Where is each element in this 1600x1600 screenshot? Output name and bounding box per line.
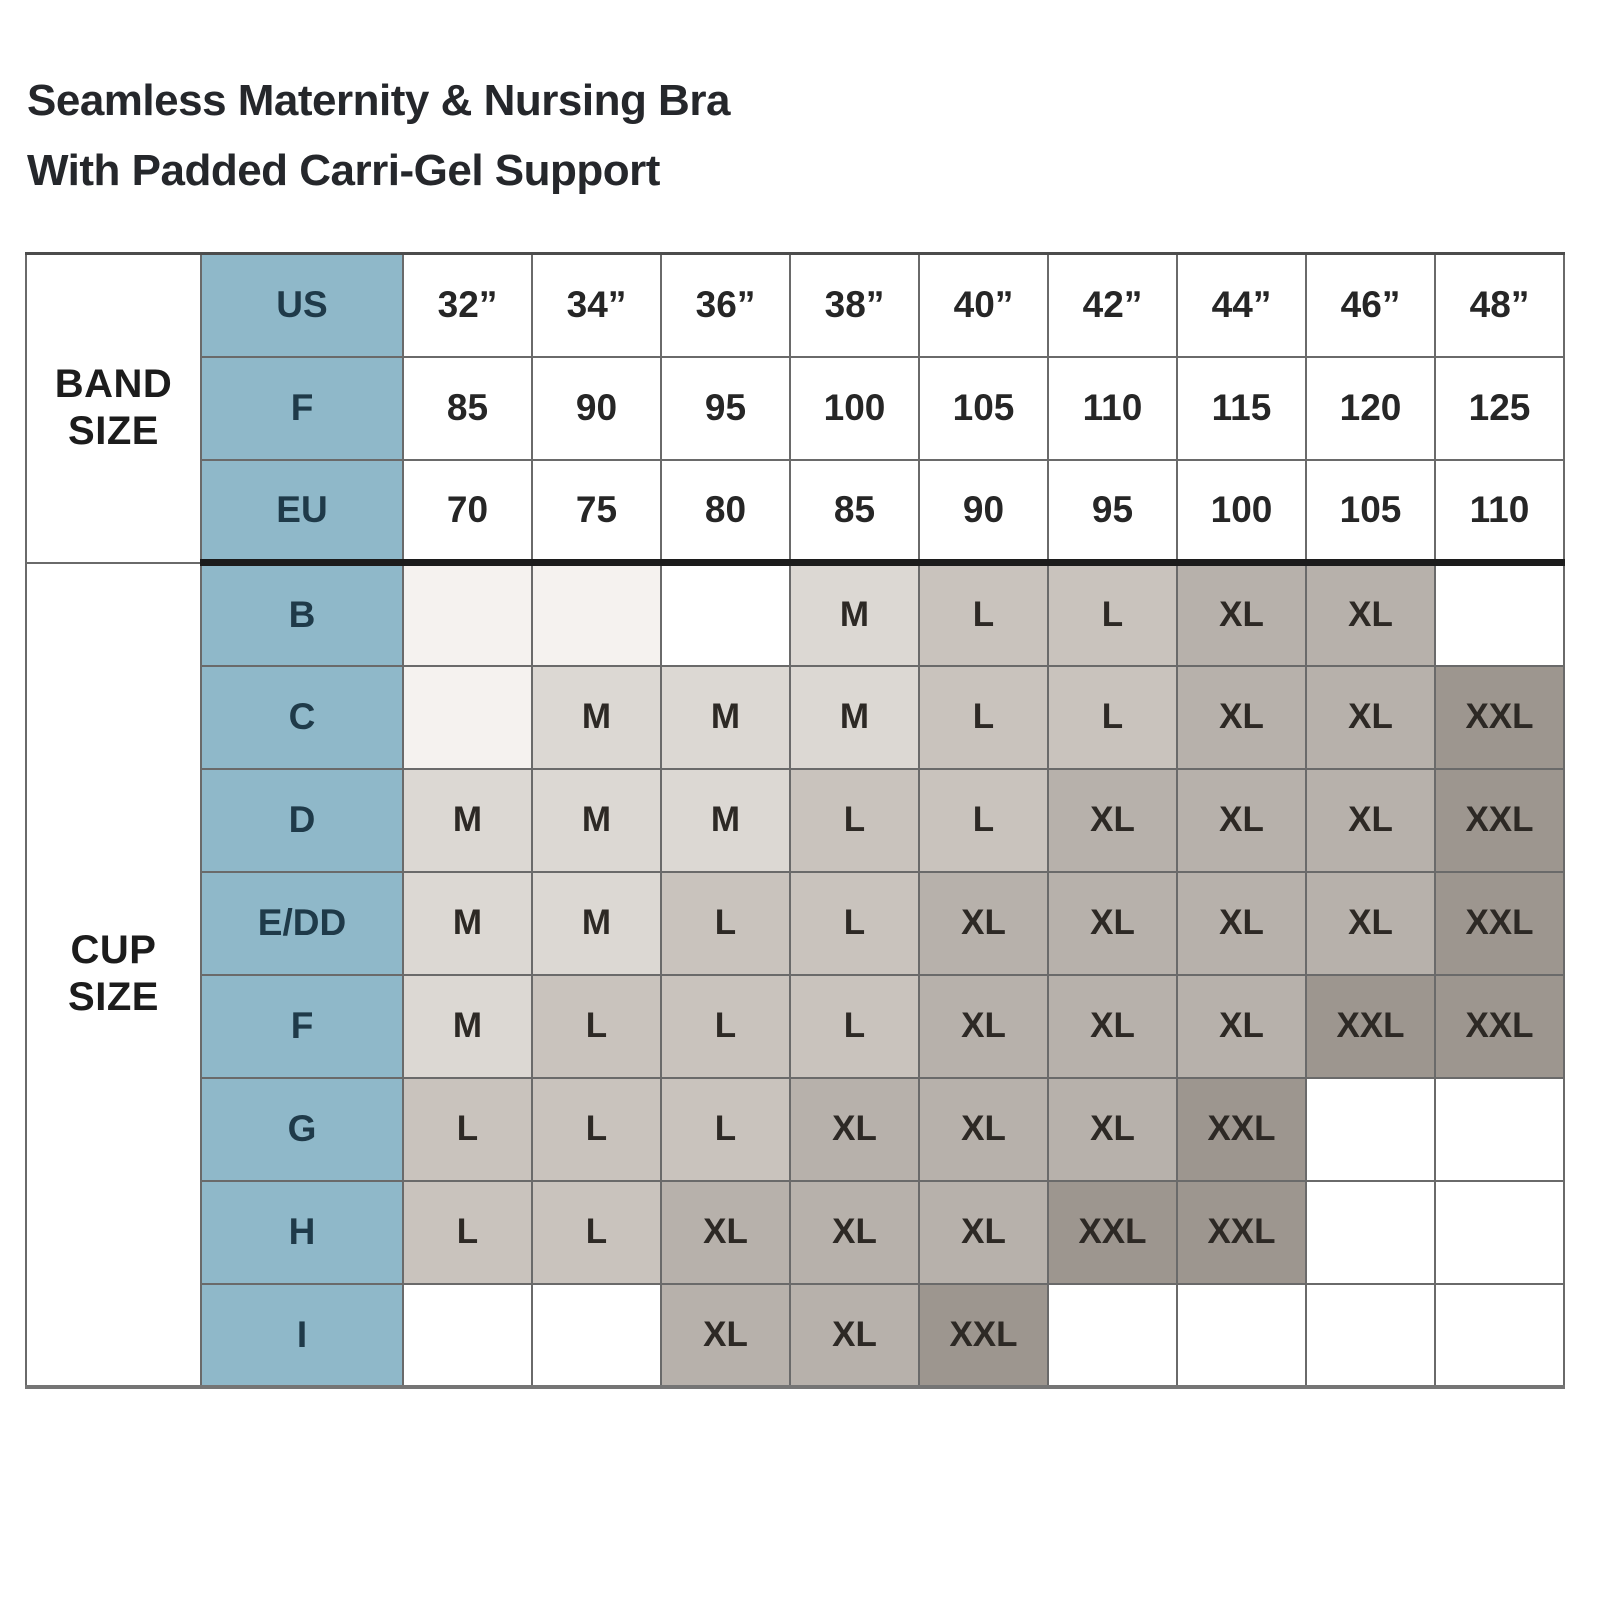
band-value-cell: 75	[532, 460, 661, 563]
size-cell: L	[661, 1078, 790, 1181]
size-chart-table	[25, 252, 1565, 1389]
size-cell: L	[790, 769, 919, 872]
band-value-cell: 48”	[1435, 254, 1564, 357]
empty-cell	[1435, 1078, 1564, 1181]
empty-cell	[403, 1284, 532, 1387]
cup-row-e-dd	[26, 872, 1564, 975]
size-cell: L	[919, 769, 1048, 872]
empty-cell	[403, 666, 532, 769]
band-value-cell: 42”	[1048, 254, 1177, 357]
size-cell: XL	[1306, 769, 1435, 872]
size-cell: XL	[790, 1078, 919, 1181]
row-header-d: D	[201, 769, 403, 872]
size-cell: XXL	[1435, 975, 1564, 1078]
size-cell: L	[790, 975, 919, 1078]
cup-row-g	[26, 1078, 1564, 1181]
size-cell: XL	[1177, 563, 1306, 666]
size-cell: XL	[790, 1181, 919, 1284]
size-cell: L	[403, 1181, 532, 1284]
size-cell: XL	[1177, 769, 1306, 872]
size-cell: M	[532, 666, 661, 769]
size-cell: XXL	[919, 1284, 1048, 1387]
band-value-cell: 95	[661, 357, 790, 460]
size-cell: L	[1048, 666, 1177, 769]
row-header-f: F	[201, 975, 403, 1078]
band-value-cell: 90	[919, 460, 1048, 563]
row-header-us: US	[201, 254, 403, 357]
size-cell: XL	[1306, 563, 1435, 666]
size-cell: L	[532, 975, 661, 1078]
size-cell: M	[790, 666, 919, 769]
size-cell: XL	[661, 1284, 790, 1387]
cup-row-b	[26, 563, 1564, 666]
empty-cell	[532, 1284, 661, 1387]
size-cell: M	[790, 563, 919, 666]
size-cell: XXL	[1435, 666, 1564, 769]
size-cell: L	[1048, 563, 1177, 666]
size-cell: XL	[1177, 872, 1306, 975]
size-cell: XL	[1306, 666, 1435, 769]
size-cell: L	[661, 975, 790, 1078]
cup-row-h	[26, 1181, 1564, 1284]
size-cell: M	[532, 769, 661, 872]
band-value-cell: 110	[1435, 460, 1564, 563]
size-cell: XL	[1048, 975, 1177, 1078]
row-header-eu: EU	[201, 460, 403, 563]
band-value-cell: 85	[790, 460, 919, 563]
empty-cell	[1306, 1284, 1435, 1387]
band-value-cell: 85	[403, 357, 532, 460]
size-cell: M	[403, 769, 532, 872]
cup-size-section-label: CUP SIZE	[26, 563, 201, 1387]
size-cell: XL	[1048, 872, 1177, 975]
empty-cell	[661, 563, 790, 666]
empty-cell	[403, 563, 532, 666]
row-header-e-dd: E/DD	[201, 872, 403, 975]
size-cell: XXL	[1435, 872, 1564, 975]
band-value-cell: 90	[532, 357, 661, 460]
product-title	[27, 66, 730, 205]
size-cell: XL	[1177, 975, 1306, 1078]
empty-cell	[1306, 1078, 1435, 1181]
row-header-f: F	[201, 357, 403, 460]
size-cell: XXL	[1048, 1181, 1177, 1284]
band-value-cell: 36”	[661, 254, 790, 357]
size-cell: L	[532, 1078, 661, 1181]
row-header-i: I	[201, 1284, 403, 1387]
band-value-cell: 105	[1306, 460, 1435, 563]
size-cell: XL	[919, 1078, 1048, 1181]
band-value-cell: 34”	[532, 254, 661, 357]
band-value-cell: 32”	[403, 254, 532, 357]
band-value-cell: 110	[1048, 357, 1177, 460]
band-row-f	[26, 357, 1564, 460]
band-size-section-label: BAND SIZE	[26, 254, 201, 563]
row-header-h: H	[201, 1181, 403, 1284]
band-value-cell: 80	[661, 460, 790, 563]
empty-cell	[1306, 1181, 1435, 1284]
band-value-cell: 38”	[790, 254, 919, 357]
cup-row-i	[26, 1284, 1564, 1387]
size-cell: XL	[1048, 1078, 1177, 1181]
band-value-cell: 115	[1177, 357, 1306, 460]
band-value-cell: 100	[790, 357, 919, 460]
band-value-cell: 44”	[1177, 254, 1306, 357]
size-cell: XL	[919, 1181, 1048, 1284]
empty-cell	[1435, 563, 1564, 666]
size-cell: M	[661, 666, 790, 769]
band-value-cell: 105	[919, 357, 1048, 460]
size-cell: L	[661, 872, 790, 975]
size-cell: L	[403, 1078, 532, 1181]
size-cell: XL	[790, 1284, 919, 1387]
size-cell: M	[403, 975, 532, 1078]
size-cell: L	[919, 666, 1048, 769]
band-value-cell: 70	[403, 460, 532, 563]
size-cell: L	[919, 563, 1048, 666]
empty-cell	[1177, 1284, 1306, 1387]
size-cell: XL	[1048, 769, 1177, 872]
cup-row-d	[26, 769, 1564, 872]
cup-row-c	[26, 666, 1564, 769]
band-value-cell: 125	[1435, 357, 1564, 460]
size-cell: XXL	[1177, 1181, 1306, 1284]
band-value-cell: 40”	[919, 254, 1048, 357]
row-header-c: C	[201, 666, 403, 769]
band-value-cell: 46”	[1306, 254, 1435, 357]
band-value-cell: 120	[1306, 357, 1435, 460]
empty-cell	[1435, 1284, 1564, 1387]
product-title-line2: With Padded Carri-Gel Support	[27, 145, 660, 195]
band-row-us	[26, 254, 1564, 357]
band-value-cell: 95	[1048, 460, 1177, 563]
size-cell: XXL	[1435, 769, 1564, 872]
empty-cell	[1048, 1284, 1177, 1387]
size-cell: M	[661, 769, 790, 872]
row-header-b: B	[201, 563, 403, 666]
size-cell: XXL	[1306, 975, 1435, 1078]
row-header-g: G	[201, 1078, 403, 1181]
size-cell: XL	[1177, 666, 1306, 769]
size-cell: XL	[919, 975, 1048, 1078]
size-cell: XXL	[1177, 1078, 1306, 1181]
size-cell: M	[532, 872, 661, 975]
empty-cell	[532, 563, 661, 666]
band-row-eu	[26, 460, 1564, 563]
size-cell: XL	[661, 1181, 790, 1284]
size-cell: M	[403, 872, 532, 975]
product-title-line1: Seamless Maternity & Nursing Bra	[27, 76, 730, 125]
band-value-cell: 100	[1177, 460, 1306, 563]
cup-row-f	[26, 975, 1564, 1078]
size-cell: L	[790, 872, 919, 975]
empty-cell	[1435, 1181, 1564, 1284]
size-cell: XL	[919, 872, 1048, 975]
size-cell: L	[532, 1181, 661, 1284]
size-cell: XL	[1306, 872, 1435, 975]
